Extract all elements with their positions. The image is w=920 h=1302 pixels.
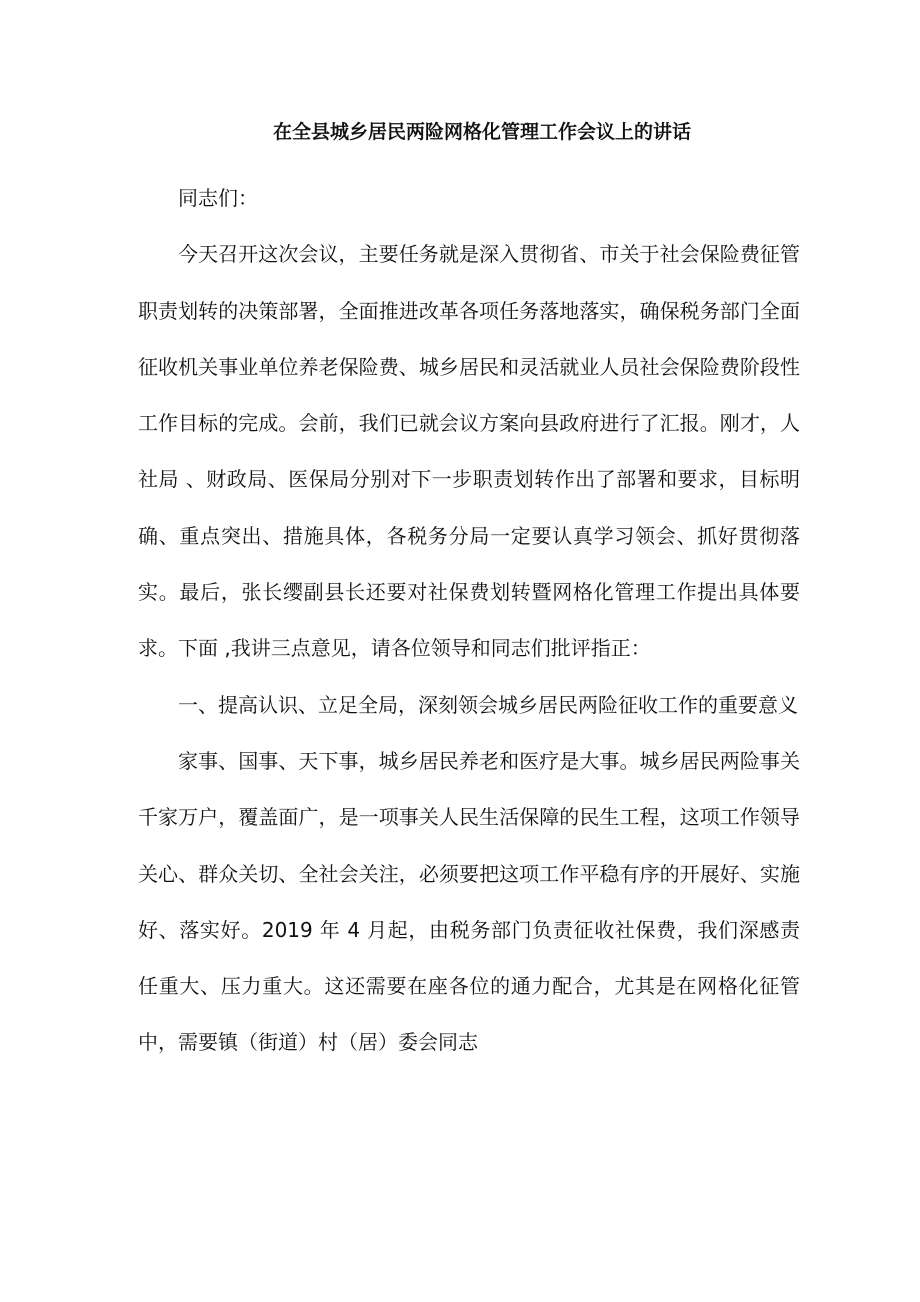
paragraph-opening: 今天召开这次会议，主要任务就是深入贯彻省、市关于社会保险费征管职责划转的决策部署，全面推进改革各项任务落地落实，确保税务部门全面征收机关事业单位养老保险费、城乡居民和灵活就业人员社会保险费阶段性工作目标的完成。会前，我们已就会议方案向县政府进行了汇报。刚才，人社局 、财政局、医保局分别对下一步职责划转作出了部署和要求，目标明确、重点突出、措施具体，各税务分局一定要认真学习领会、抓好贯彻落实。最后，张长缨副县长还要对社保费划转暨网格化管理工作提出具体要求。下面 ,我讲三点意见，请各位领导和同志们批评指正： — [138, 242, 800, 661]
paragraph-section-1: 家事、国事、天下事，城乡居民养老和医疗是大事。城乡居民两险事关千家万户，覆盖面广，是一项事关人民生活保障的民生工程，这项工作领导关心、群众关切、全社会关注，必须要把这项工作平稳有序的开展好、实施好、落实好。2019 年 4 月起，由税务部门负责征收社保费，我们深感责任重大、压力重大。这还需要在座各位的通力配合，尤其是在网格化征管中，需要镇（街道）村（居）委会同志 — [138, 748, 800, 1055]
section-heading-1: 一、提高认识、立足全局，深刻领会城乡居民两险征收工作的重要意义 — [178, 692, 798, 717]
document-title: 在全县城乡居民两险网格化管理工作会议上的讲话 — [272, 121, 691, 143]
salutation: 同志们： — [178, 186, 258, 210]
document-body — [138, 170, 800, 1071]
